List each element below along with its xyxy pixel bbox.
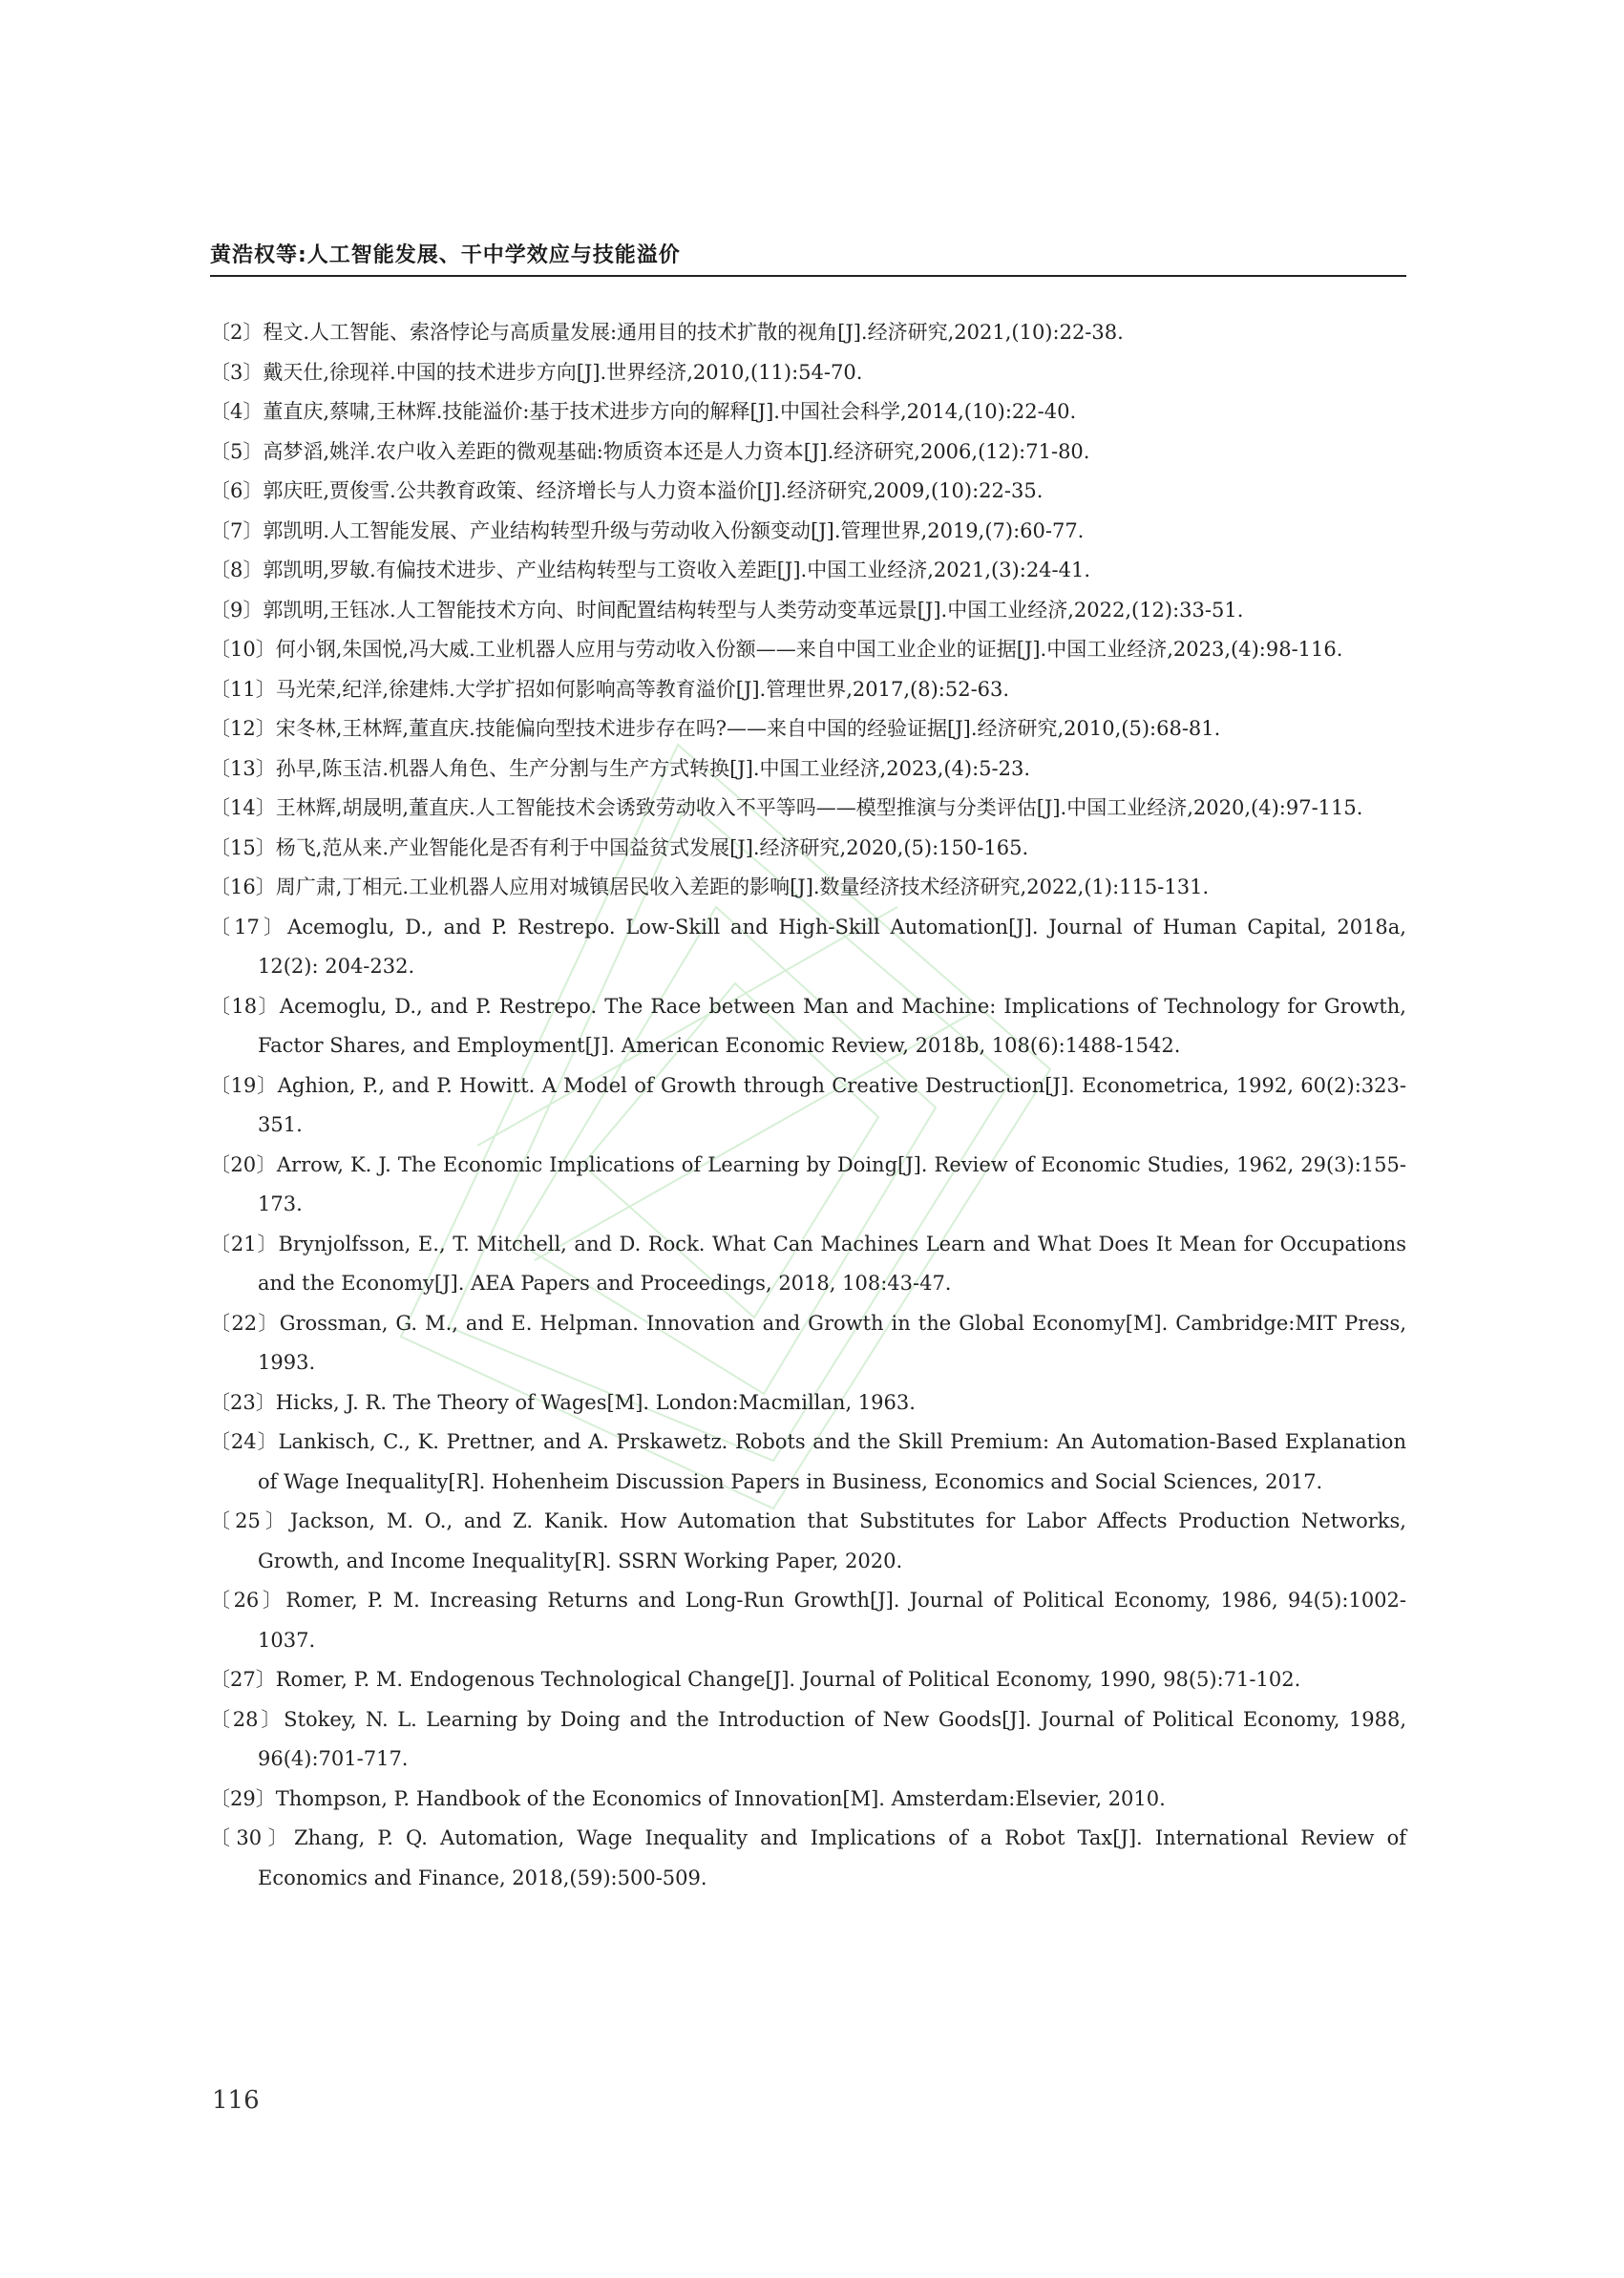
reference-item: 〔24〕Lankisch, C., K. Prettner, and A. Prskawetz. Robots and the Skill Premium: An Automation-Based Explanation of Wage Inequality[R]. Hohenheim Discussion Papers in Business, Economics and Social Sciences, 2017. [210, 1430, 1406, 1493]
reference-list [210, 313, 1406, 1898]
reference-item: 〔11〕马光荣,纪洋,徐建炜.大学扩招如何影响高等教育溢价[J].管理世界,2017,(8):52-63. [210, 677, 1010, 701]
reference-item: 〔14〕王林辉,胡晟明,董直庆.人工智能技术会诱致劳动收入不平等吗——模型推演与分类评估[J].中国工业经济,2020,(4):97-115. [210, 796, 1363, 819]
reference-item: 〔3〕戴天仕,徐现祥.中国的技术进步方向[J].世界经济,2010,(11):54-70. [210, 360, 863, 384]
reference-item: 〔20〕Arrow, K. J. The Economic Implications of Learning by Doing[J]. Review of Economic Studies, 1962, 29(3):155-173. [210, 1152, 1406, 1215]
reference-item: 〔17〕Acemoglu, D., and P. Restrepo. Low-Skill and High-Skill Automation[J]. Journal of Human Capital, 2018a, 12(2): 204-232. [210, 915, 1406, 978]
reference-item: 〔29〕Thompson, P. Handbook of the Economics of Innovation[M]. Amsterdam:Elsevier, 2010. [210, 1786, 1166, 1810]
reference-item: 〔23〕Hicks, J. R. The Theory of Wages[M]. London:Macmillan, 1963. [210, 1390, 916, 1414]
reference-item: 〔16〕周广肃,丁相元.工业机器人应用对城镇居民收入差距的影响[J].数量经济技术经济研究,2022,(1):115-131. [210, 875, 1210, 898]
reference-item: 〔5〕高梦滔,姚洋.农户收入差距的微观基础:物质资本还是人力资本[J].经济研究,2006,(12):71-80. [210, 439, 1090, 463]
reference-item: 〔25〕Jackson, M. O., and Z. Kanik. How Automation that Substitutes for Labor Affects Production Networks, Growth, and Income Inequality[R]. SSRN Working Paper, 2020. [210, 1509, 1406, 1572]
page-number: 116 [212, 2086, 260, 2115]
reference-item: 〔6〕郭庆旺,贾俊雪.公共教育政策、经济增长与人力资本溢价[J].经济研究,2009,(10):22-35. [210, 479, 1044, 502]
header-rule [210, 275, 1406, 277]
reference-item: 〔4〕董直庆,蔡啸,王林辉.技能溢价:基于技术进步方向的解释[J].中国社会科学,2014,(10):22-40. [210, 400, 1077, 423]
reference-item: 〔19〕Aghion, P., and P. Howitt. A Model of Growth through Creative Destruction[J]. Econometrica, 1992, 60(2):323-351. [210, 1073, 1406, 1136]
reference-item: 〔12〕宋冬林,王林辉,董直庆.技能偏向型技术进步存在吗?——来自中国的经验证据[J].经济研究,2010,(5):68-81. [210, 717, 1221, 740]
reference-item: 〔18〕Acemoglu, D., and P. Restrepo. The Race between Man and Machine: Implications of Technology for Growth, Factor Shares, and Employment[J]. American Economic Review, 2018b, 108(6):1488-1542. [210, 994, 1406, 1057]
running-head-title: 黄浩权等:人工智能发展、干中学效应与技能溢价 [210, 243, 681, 267]
reference-item: 〔26〕Romer, P. M. Increasing Returns and Long-Run Growth[J]. Journal of Political Economy, 1986, 94(5):1002-1037. [210, 1589, 1406, 1652]
reference-item: 〔8〕郭凯明,罗敏.有偏技术进步、产业结构转型与工资收入差距[J].中国工业经济,2021,(3):24-41. [210, 559, 1091, 581]
reference-item: 〔7〕郭凯明.人工智能发展、产业结构转型升级与劳动收入份额变动[J].管理世界,2019,(7):60-77. [210, 518, 1085, 542]
reference-item: 〔27〕Romer, P. M. Endogenous Technological Change[J]. Journal of Political Economy, 1990, 98(5):71-102. [210, 1668, 1301, 1691]
reference-item: 〔28〕Stokey, N. L. Learning by Doing and the Introduction of New Goods[J]. Journal of Political Economy, 1988, 96(4):701-717. [210, 1707, 1406, 1770]
reference-item: 〔30〕Zhang, P. Q. Automation, Wage Inequality and Implications of a Robot Tax[J]. International Review of Economics and Finance, 2018,(59):500-509. [210, 1826, 1406, 1889]
reference-item: 〔2〕程文.人工智能、索洛悖论与高质量发展:通用目的技术扩散的视角[J].经济研究,2021,(10):22-38. [210, 321, 1124, 344]
reference-item: 〔15〕杨飞,范从来.产业智能化是否有利于中国益贫式发展[J].经济研究,2020,(5):150-165. [210, 835, 1029, 859]
reference-item: 〔21〕Brynjolfsson, E., T. Mitchell, and D. Rock. What Can Machines Learn and What Does It Mean for Occupations and the Economy[J]. AEA Papers and Proceedings, 2018, 108:43-47. [210, 1232, 1406, 1295]
reference-item: 〔22〕Grossman, G. M., and E. Helpman. Innovation and Growth in the Global Economy[M]. Cambridge:MIT Press, 1993. [210, 1311, 1406, 1374]
running-head [210, 239, 1406, 268]
reference-item: 〔13〕孙早,陈玉洁.机器人角色、生产分割与生产方式转换[J].中国工业经济,2023,(4):5-23. [210, 756, 1031, 780]
reference-item: 〔10〕何小钢,朱国悦,冯大威.工业机器人应用与劳动收入份额——来自中国工业企业的证据[J].中国工业经济,2023,(4):98-116. [210, 638, 1343, 661]
reference-item: 〔9〕郭凯明,王钰冰.人工智能技术方向、时间配置结构转型与人类劳动变革远景[J].中国工业经济,2022,(12):33-51. [210, 598, 1244, 622]
